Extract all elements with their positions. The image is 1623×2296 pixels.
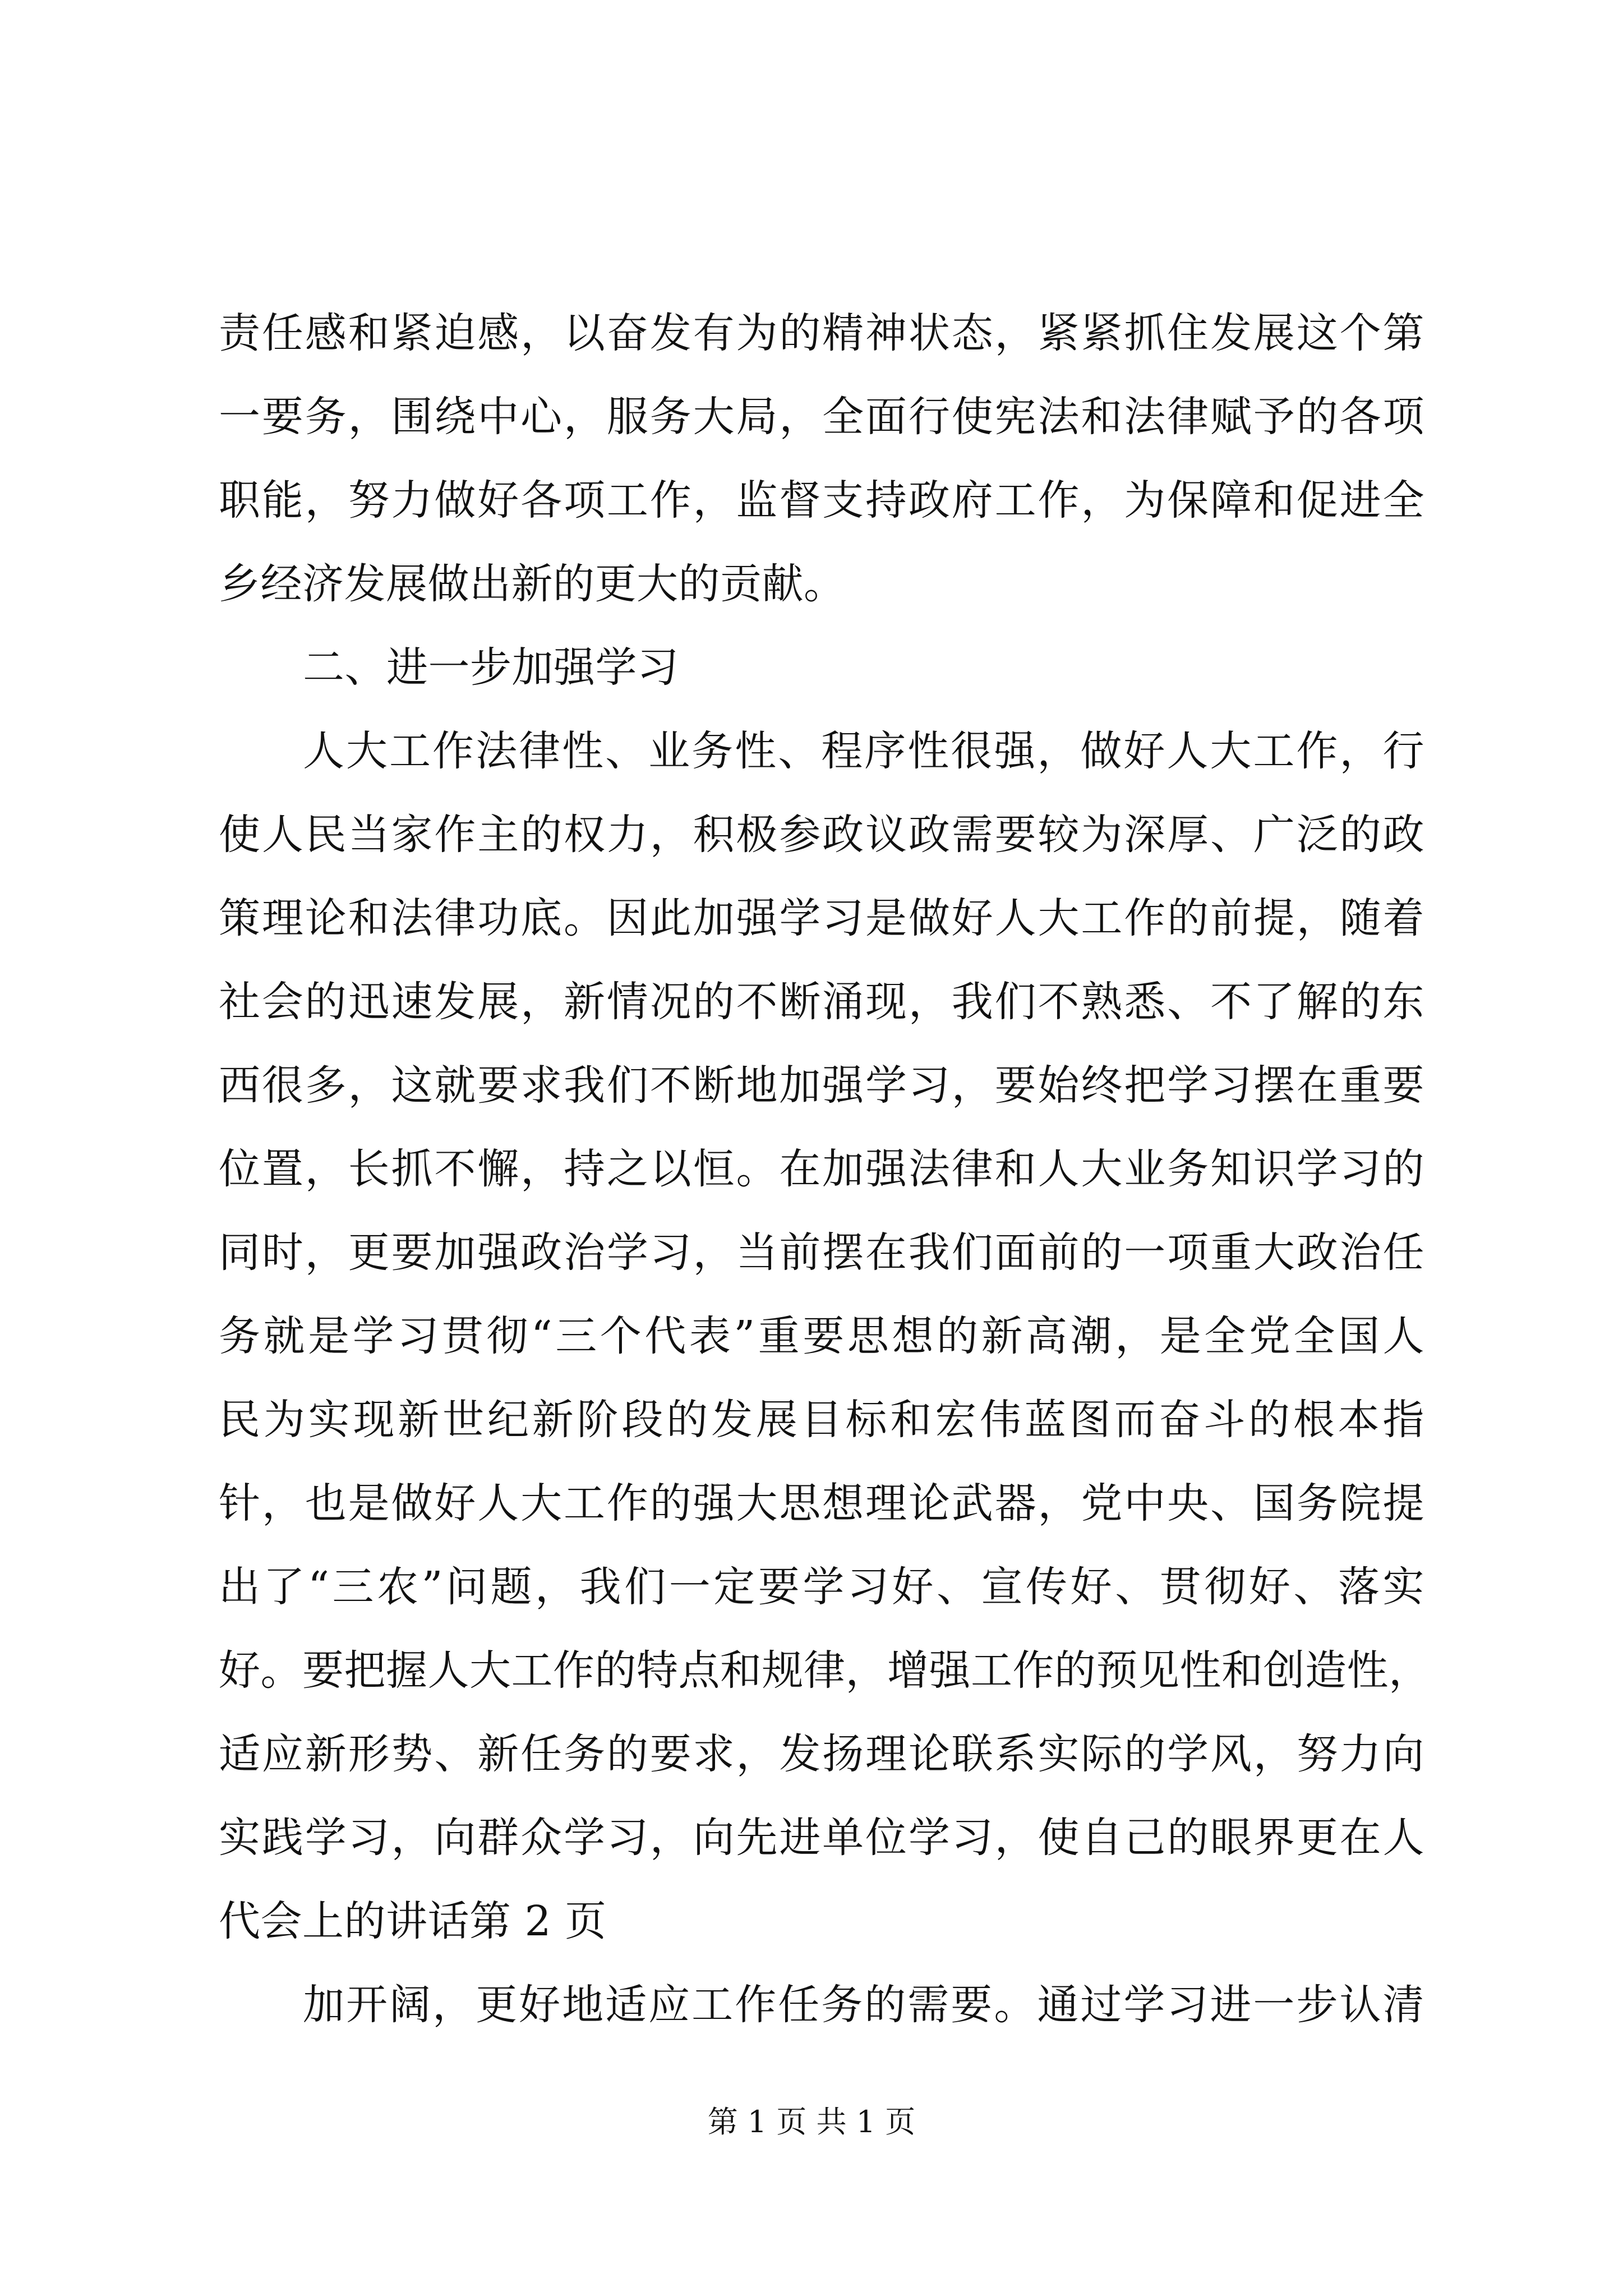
- document-body: [219, 292, 1431, 2047]
- text-line: 同时，更要加强政治学习，当前摆在我们面前的一项重大政治任: [219, 1228, 1424, 1277]
- text-line: 适应新形势、新任务的要求，发扬理论联系实际的学风，努力向: [219, 1730, 1424, 1778]
- text-line: 代会上的讲话第 2 页: [219, 1897, 607, 1945]
- text-line: 西很多，这就要求我们不断地加强学习，要始终把学习摆在重要: [219, 1061, 1424, 1110]
- text-line: 民为实现新世纪新阶段的发展目标和宏伟蓝图而奋斗的根本指: [219, 1396, 1424, 1444]
- section-heading: 二、进一步加强学习: [303, 643, 679, 692]
- text-line: 一要务，围绕中心，服务大局，全面行使宪法和法律赋予的各项: [219, 393, 1424, 441]
- text-line: 乡经济发展做出新的更大的贡献。: [219, 560, 846, 608]
- text-line: 出了“三农”问题，我们一定要学习好、宣传好、贯彻好、落实: [219, 1563, 1424, 1611]
- text-line: 好。要把握人大工作的特点和规律，增强工作的预见性和创造性，: [219, 1646, 1431, 1695]
- text-line: 人大工作法律性、业务性、程序性很强，做好人大工作，行: [303, 727, 1424, 775]
- text-line: 社会的迅速发展，新情况的不断涌现，我们不熟悉、不了解的东: [219, 978, 1424, 1026]
- text-line: 策理论和法律功底。因此加强学习是做好人大工作的前提，随着: [219, 894, 1424, 942]
- text-line: 针，也是做好人大工作的强大思想理论武器，党中央、国务院提: [219, 1479, 1424, 1527]
- page-footer: 第 1 页 共 1 页: [707, 2104, 916, 2139]
- text-line: 务就是学习贯彻“三个代表”重要思想的新高潮，是全党全国人: [219, 1312, 1424, 1360]
- text-line: 位置，长抓不懈，持之以恒。在加强法律和人大业务知识学习的: [219, 1145, 1424, 1193]
- text-line: 责任感和紧迫感，以奋发有为的精神状态，紧紧抓住发展这个第: [219, 309, 1424, 357]
- text-line: 使人民当家作主的权力，积极参政议政需要较为深厚、广泛的政: [219, 811, 1424, 859]
- text-line: 职能，努力做好各项工作，监督支持政府工作，为保障和促进全: [219, 476, 1424, 524]
- text-line: 加开阔，更好地适应工作任务的需要。通过学习进一步认清: [303, 1981, 1424, 2029]
- text-line: 实践学习，向群众学习，向先进单位学习，使自己的眼界更在人: [219, 1814, 1424, 1862]
